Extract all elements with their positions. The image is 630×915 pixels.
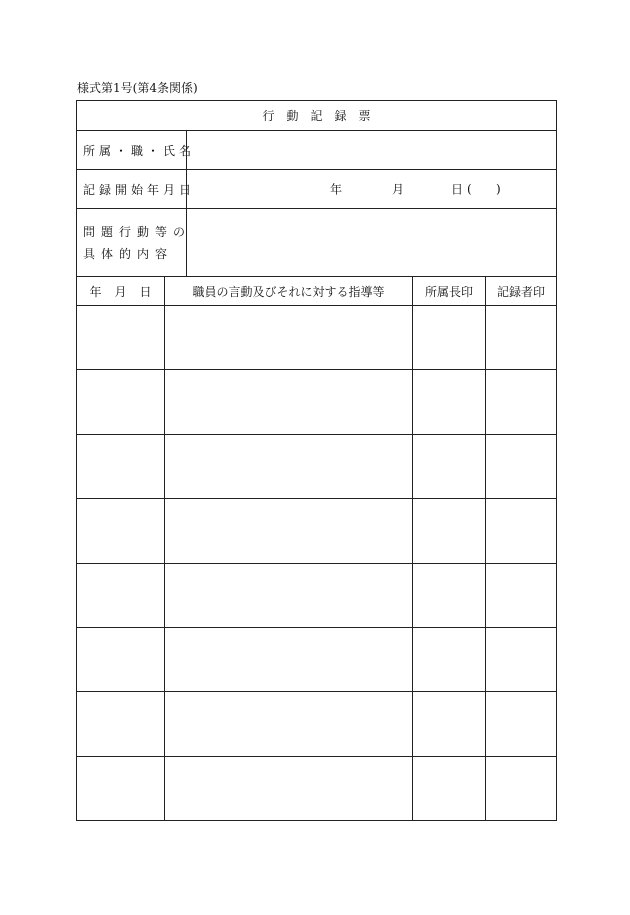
row-guidance-cell[interactable] <box>165 692 413 755</box>
record-sheet <box>76 100 557 821</box>
row-guidance-cell[interactable] <box>165 628 413 691</box>
problem-field[interactable] <box>187 209 556 276</box>
row-recorder-seal-cell[interactable] <box>486 499 556 562</box>
row-guidance-cell[interactable] <box>165 499 413 562</box>
header-month: 月 <box>114 284 127 299</box>
row-director-seal-cell[interactable] <box>413 628 486 691</box>
problem-label-line1: 問題行動等の <box>83 224 192 239</box>
start-date-label: 記録開始年月日 <box>77 170 187 208</box>
row-recorder-seal-cell[interactable] <box>486 306 556 369</box>
header-date <box>77 277 165 305</box>
start-date-field[interactable] <box>187 170 556 208</box>
header-recorder-seal: 記録者印 <box>496 284 545 299</box>
row-director-seal-cell[interactable] <box>413 499 486 562</box>
problem-row <box>76 209 557 277</box>
row-director-seal-cell[interactable] <box>413 435 486 498</box>
header-director-seal: 所属長印 <box>413 277 486 305</box>
header-day: 日 <box>139 284 152 299</box>
row-date-cell[interactable] <box>77 435 165 498</box>
row-recorder-seal-cell[interactable] <box>486 370 556 433</box>
header-guidance: 職員の言動及びそれに対する指導等 <box>165 277 413 305</box>
row-recorder-seal-cell[interactable] <box>486 692 556 755</box>
row-guidance-cell[interactable] <box>165 757 413 820</box>
row-recorder-seal-cell[interactable] <box>486 628 556 691</box>
affiliation-row <box>76 131 557 170</box>
title-row <box>76 100 557 131</box>
row-date-cell[interactable] <box>77 370 165 433</box>
row-date-cell[interactable] <box>77 757 165 820</box>
row-date-cell[interactable] <box>77 564 165 627</box>
date-month-unit: 月 <box>392 182 405 197</box>
row-recorder-seal-cell[interactable] <box>486 564 556 627</box>
table-row <box>76 692 557 756</box>
row-date-cell[interactable] <box>77 499 165 562</box>
date-day-unit: 日 <box>451 182 464 197</box>
start-date-row <box>76 170 557 209</box>
row-recorder-seal-cell[interactable] <box>486 757 556 820</box>
affiliation-label: 所属・職・氏名 <box>77 131 187 169</box>
row-date-cell[interactable] <box>77 628 165 691</box>
table-row <box>76 306 557 370</box>
row-recorder-seal-cell[interactable] <box>486 435 556 498</box>
problem-label-line2: 具体的内容 <box>83 246 174 261</box>
weekday-close-paren: ) <box>496 182 501 196</box>
table-row <box>76 757 557 821</box>
header-year: 年 <box>89 284 102 299</box>
row-guidance-cell[interactable] <box>165 564 413 627</box>
row-date-cell[interactable] <box>77 692 165 755</box>
row-director-seal-cell[interactable] <box>413 306 486 369</box>
row-guidance-cell[interactable] <box>165 306 413 369</box>
date-year-unit: 年 <box>330 182 343 197</box>
row-director-seal-cell[interactable] <box>413 370 486 433</box>
row-guidance-cell[interactable] <box>165 370 413 433</box>
table-row <box>76 564 557 628</box>
table-header-row <box>76 277 557 306</box>
row-director-seal-cell[interactable] <box>413 757 486 820</box>
problem-label <box>77 209 192 276</box>
table-row <box>76 435 557 499</box>
row-guidance-cell[interactable] <box>165 435 413 498</box>
weekday-open-paren: ( <box>467 182 472 196</box>
form-number-label: 様式第1号(第4条関係) <box>77 81 198 95</box>
table-row <box>76 628 557 692</box>
record-rows <box>76 306 557 821</box>
row-date-cell[interactable] <box>77 306 165 369</box>
row-director-seal-cell[interactable] <box>413 564 486 627</box>
affiliation-field[interactable] <box>187 131 556 169</box>
sheet-title: 行動記録票 <box>262 109 383 123</box>
row-director-seal-cell[interactable] <box>413 692 486 755</box>
table-row <box>76 499 557 563</box>
table-row <box>76 370 557 434</box>
